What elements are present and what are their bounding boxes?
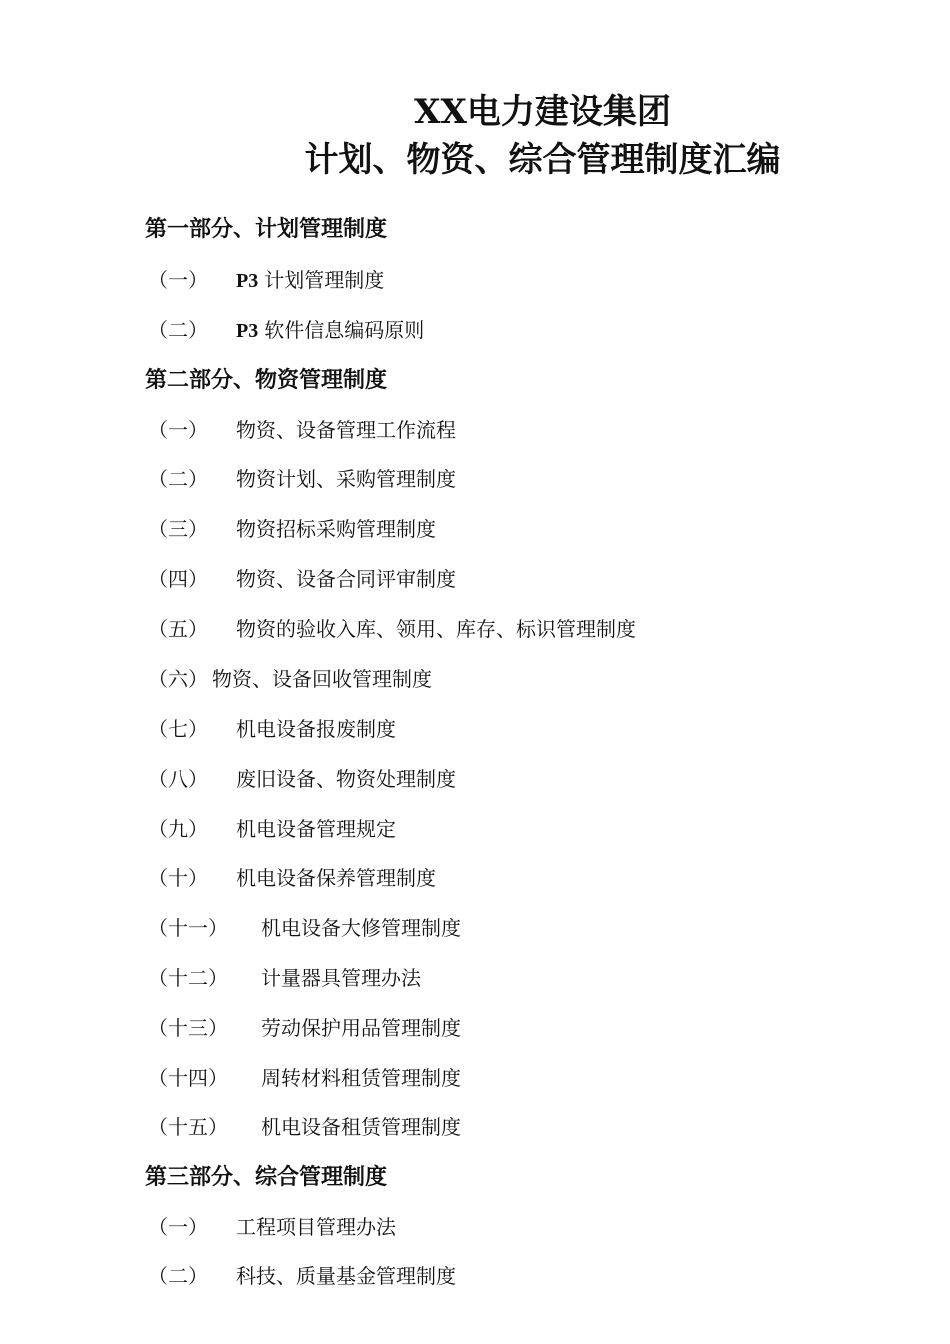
- item-number: （十）: [148, 866, 208, 890]
- item-number: （十三）: [148, 1016, 228, 1040]
- item-text: 物资、设备回收管理制度: [212, 667, 432, 691]
- toc-item: [148, 515, 436, 543]
- item-number: （二）: [148, 467, 208, 491]
- document-title-line2: 计划、物资、综合管理制度汇编: [304, 140, 781, 180]
- toc-item: [148, 1014, 461, 1042]
- item-text: 物资计划、采购管理制度: [236, 467, 456, 491]
- item-code: P3: [236, 270, 259, 292]
- toc-item: [148, 815, 396, 843]
- item-code: P3: [236, 320, 259, 342]
- item-text: 机电设备大修管理制度: [261, 916, 461, 940]
- item-text: 计划管理制度: [264, 268, 385, 292]
- item-number: （三）: [148, 517, 208, 541]
- toc-item: [148, 665, 432, 693]
- item-number: （二）: [148, 1264, 208, 1288]
- toc-item: [148, 914, 461, 942]
- toc-item: [148, 266, 384, 295]
- toc-item: [148, 1064, 461, 1092]
- item-number: （六）: [148, 667, 208, 691]
- item-text: 机电设备管理规定: [236, 817, 396, 841]
- toc-item: [148, 1113, 461, 1141]
- item-text: 物资、设备合同评审制度: [236, 567, 456, 591]
- item-number: （八）: [148, 767, 208, 791]
- item-text: 机电设备租赁管理制度: [261, 1115, 461, 1139]
- toc-item: [148, 1213, 396, 1241]
- item-text: 机电设备保养管理制度: [236, 866, 436, 890]
- document-title-line1: XX电力建设集团: [414, 92, 671, 132]
- part-heading-materials: 第二部分、物资管理制度: [145, 367, 388, 393]
- item-number: （一）: [148, 418, 208, 442]
- item-text: 科技、质量基金管理制度: [236, 1264, 456, 1288]
- item-text: 劳动保护用品管理制度: [261, 1016, 461, 1040]
- item-number: （十二）: [148, 966, 228, 990]
- part-heading-plan: 第一部分、计划管理制度: [145, 216, 388, 242]
- toc-item: [148, 565, 456, 593]
- toc-item: [148, 465, 456, 493]
- item-text: 物资招标采购管理制度: [236, 517, 436, 541]
- item-number: （十五）: [148, 1115, 228, 1139]
- item-text: 软件信息编码原则: [264, 318, 425, 342]
- item-number: （十一）: [148, 916, 228, 940]
- item-number: （二）: [148, 318, 208, 342]
- item-text: 工程项目管理办法: [236, 1215, 396, 1239]
- toc-item: [148, 864, 436, 892]
- item-number: （一）: [148, 268, 208, 292]
- toc-item: [148, 416, 456, 444]
- item-number: （十四）: [148, 1066, 228, 1090]
- toc-item: [148, 964, 421, 992]
- item-number: （一）: [148, 1215, 208, 1239]
- item-number: （七）: [148, 717, 208, 741]
- item-number: （五）: [148, 617, 208, 641]
- toc-item: [148, 765, 456, 793]
- item-number: （九）: [148, 817, 208, 841]
- item-text: 机电设备报废制度: [236, 717, 396, 741]
- toc-item: [148, 1262, 456, 1290]
- item-text: 物资、设备管理工作流程: [236, 418, 456, 442]
- toc-item: [148, 615, 636, 643]
- toc-item: [148, 715, 396, 743]
- toc-item: [148, 316, 424, 345]
- item-text: 周转材料租赁管理制度: [261, 1066, 461, 1090]
- item-number: （四）: [148, 567, 208, 591]
- item-text: 计量器具管理办法: [261, 966, 421, 990]
- part-heading-general: 第三部分、综合管理制度: [145, 1164, 388, 1190]
- item-text: 物资的验收入库、领用、库存、标识管理制度: [236, 617, 636, 641]
- item-text: 废旧设备、物资处理制度: [236, 767, 456, 791]
